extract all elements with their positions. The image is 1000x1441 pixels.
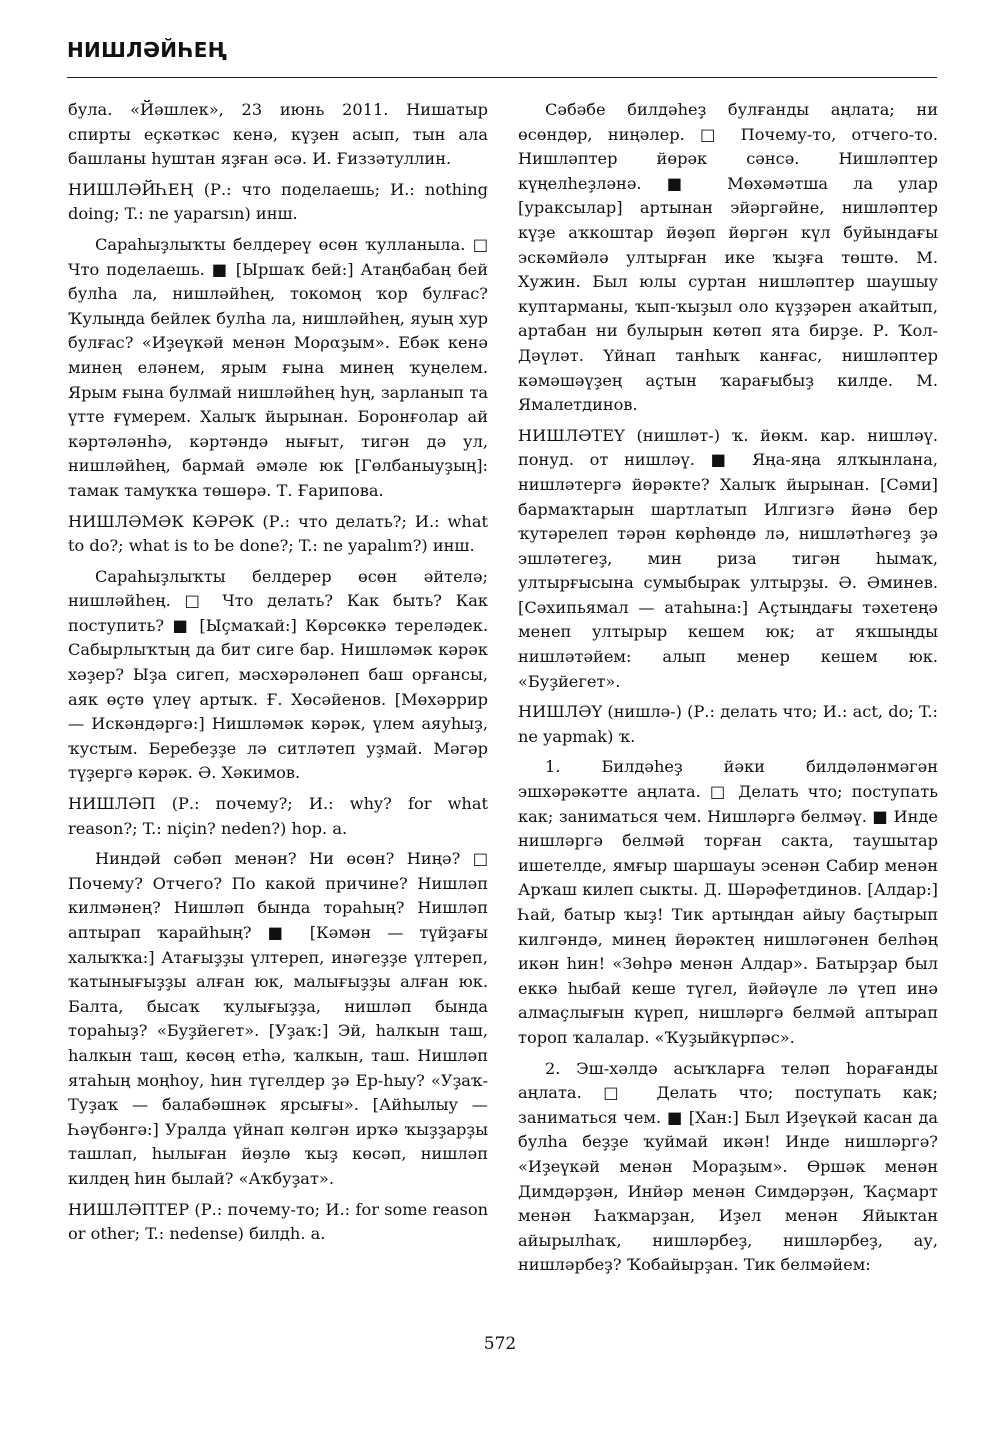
entry-headword-nishlau: НИШЛӘҮ (нишлә-) (Р.: делать что; И.: act, do; T.: ne yapmak) ҡ. <box>518 702 938 746</box>
header-rule <box>67 77 937 78</box>
entry-body-nishlayhen: Сараһыҙлыҡты белдереү өсөн ҡулланыла. □ Что поделаешь. ■ [Ыршаҡ бей:] Атаңбабаң бей булһа ла, нишләйһең, токомоң ҡор булғас? Ҡулыңда бейлек булһа ла, нишләйһең, яуың хур булғас? «Иҙеүкәй менән Моραҙым». Ебәк кенә минең еләнем, ярым ғына минең ҡуңелем. Ярым ғына булмай нишләйһең һуң, зарланып та үтте ғүмерем. Халыҡ йырынан. Боронғолар ай кәртәләнһә, кәртәндә нығыт, тигән дә ул, нишләйһең, бармай әмәле юк [Гөлбаныуҙың]: тамак тамуҡҡа төшөрә. Т. Ғарипова. <box>68 234 488 500</box>
entry-continuation: була. «Йәшлек», 23 июнь 2011. Нишатыр спирты еҫкәткәс кенә, күҙен асып, тын ала башланы һуштан яҙған әсә. И. Ғиззәтуллин. <box>68 100 488 169</box>
entry-sense-2: 2. Эш-хәлдә асыҡларға теләп һорағанды аңлата. □ Делать что; поступать как; заниматься чем. ■ [Хан:] Был Иҙеүкәй касан да булһа беҙҙе ҡуймай икән! Инде нишләргә? «Иҙеүкәй менән Мораҙым». Өршәк менән Димдәрҙән, Инйәр менән Симдәрҙән, Ҡаҫмарт менән Һаҡмарҙан, Иҙел менән Яйыктан айырылһаҡ, нишләрбеҙ, нишләрбеҙ, ау, нишләрбеҙ? Ҡобайырҙан. Тик белмәйем: <box>518 1058 938 1275</box>
entry-headword-nishlap: НИШЛӘП (Р.: почему?; И.: why? for what reason?; T.: niçin? neden?) һор. а. <box>68 794 488 838</box>
entry-body-nishlamak-karak: Сараһыҙлыҡты белдерер өсөн әйтелә; нишләйһең. □ Что делать? Как быть? Как поступить? ■ [Ыҫмаҡай:] Көрсөккә тереләдек. Сабырлыҡтың да бит сиге бар. Нишләмәк кәрәк хәҙер? Ыҙа сигеп, мәсхәрәләнеп баш орғансы, аяк өҫтө үлеү артыҡ. Ғ. Хөсәйенов. [Мөхәррир — Искәндәргә:] Нишләмәк кәрәк, үлем аяуһыҙ, ҡустым. Беребеҙҙе лә ситләтеп уҙмай. Мәгәр түҙергә кәрәк. Ә. Хәкимов. <box>68 566 488 783</box>
entry-sense-1: 1. Билдәһеҙ йәки билдәләнмәгән эшхәрәкәтте аңлата. □ Делать что; поступать как; заниматься чем. Нишләргә белмәү. ■ Инде нишләргә белмәй торған сакта, таушытар ишетелде, ямғыр шаршауы эсенән Сабир менән Арҡаш килеп сыкты. Д. Шәрәфетдинов. [Алдар:] Һай, батыр ҡыҙ! Тик артыңдан айыу баҫтырып килгәндә, минең йөрәктең нишләгәнен белһәң икән һин! «Зөһрә менән Алдар». Батырҙар был еккә һыбай кеше түгел, йәйәүле лә үтеп инә алмаҫлығын күреп, нишләргә белмәй аптырап тороп ҡалалар. «Ҡуҙыйкүрпәс». <box>518 757 938 1047</box>
left-column <box>68 98 488 1253</box>
entry-headword-nishlapter: НИШЛӘПТЕР (Р.: почему-то; И.: for some reason or other; T.: nedense) билдһ. а. <box>68 1199 488 1244</box>
entry-body-nishlapter: Сәбәбе билдәһеҙ булғанды аңлата; ни өсөндөр, ниңәлер. □ Почему-то, отчего-то. Нишләптер йөрәк сәнсә. Нишләптер күңелһеҙләнә. ■ Мөхәмәтша ла улар [ураксылар] артынан эйәргәйне, нишләптер күҙе аҡкоштар йөҙөп йөргән күл буйындағы эскәмйәлә ултырған ике ҡыҙға төштө. М. Хужин. Был юлы суртан нишләптер шаушыу куптарманы, ҡып-ҡыҙыл оло күҙҙәрен аҡайтып, артабан ни булырын көтөп ята бирҙе. Р. Ҡол-Дәүләт. Үйнап танһыҡ канғас, нишләптер кәмәшәүҙең аҫтын ҡарағыбыҙ килде. М. Ямалетдинов. <box>518 100 938 415</box>
running-head: НИШЛӘЙҺЕҢ <box>67 38 228 62</box>
entry-body-nishlap: Ниндәй сәбәп менән? Ни өсөн? Ниңә? □ Почему? Отчего? По какой причине? Нишләп килмәнең? Нишләп бында тораһың? Нишләп аптырап ҡарайһың? ■ [Кәмән — түйҙағы халыҡҡа:] Атағыҙҙы үлтереп, инәгеҙҙе үлтереп, ҡатынығыҙҙы алған юк, малығыҙҙы алған юк. Балта, бысаҡ ҡулығыҙҙа, нишләп бында тораһыҙ? «Буҙйегет». [Уҙаҡ:] Эй, һалкын таш, һалкын таш, көсөң етһә, ҡалкын, таш. Нишләп ятаһың моңһоу, һин түгелдер ҙә Ер-һыу? «Уҙаҡ-Туҙаҡ — балабәшнәк ярсығы». [Айһылыу — Һәүбәнгә:] Уралда үйнап көлгән ирҡә ҡыҙҙарҙы ташлап, һылыған йөҙлө ҡыҙ көсәп, нишләп килдең һин былай? «Аҡбуҙат». <box>68 849 488 1188</box>
entry-headword-nishlayhen: НИШЛӘЙҺЕҢ (Р.: что поделаешь; И.: nothing doing; T.: ne yaparsın) инш. <box>68 179 488 224</box>
entry-headword-nishlamak-karak: НИШЛӘМӘК КӘРӘК (Р.: что делать?; И.: what to do?; what is to be done?; T.: ne yapalım?) инш. <box>68 511 488 556</box>
entry-nishlateu: НИШЛӘТЕҮ (нишләт-) ҡ. йөкм. кар. нишләү. понуд. от нишләү. ■ Яңа-яңа ялҡынлана, нишләтергә йөрәкте? Халыҡ йырынан. [Сәми] бармаҡтарын шартлатып Илгизгә йәнә бер ҡутәрелеп тәрән көрһөндө лә, нишләтһәгеҙ ҙә эшләтегеҙ, мин риза тигән һымаҡ, ултырғысына сумыбырак ултырҙы. Ә. Әминев. [Сәхипьямал — атаһына:] Аҫтыңдағы тәхетеңә менеп ултырыр кешем юк; ат яҡшыңды нишләтәйем: алып менер кешем юк. «Буҙйегет». <box>518 425 938 691</box>
page-number: 572 <box>483 1334 517 1354</box>
right-column <box>518 98 938 1284</box>
